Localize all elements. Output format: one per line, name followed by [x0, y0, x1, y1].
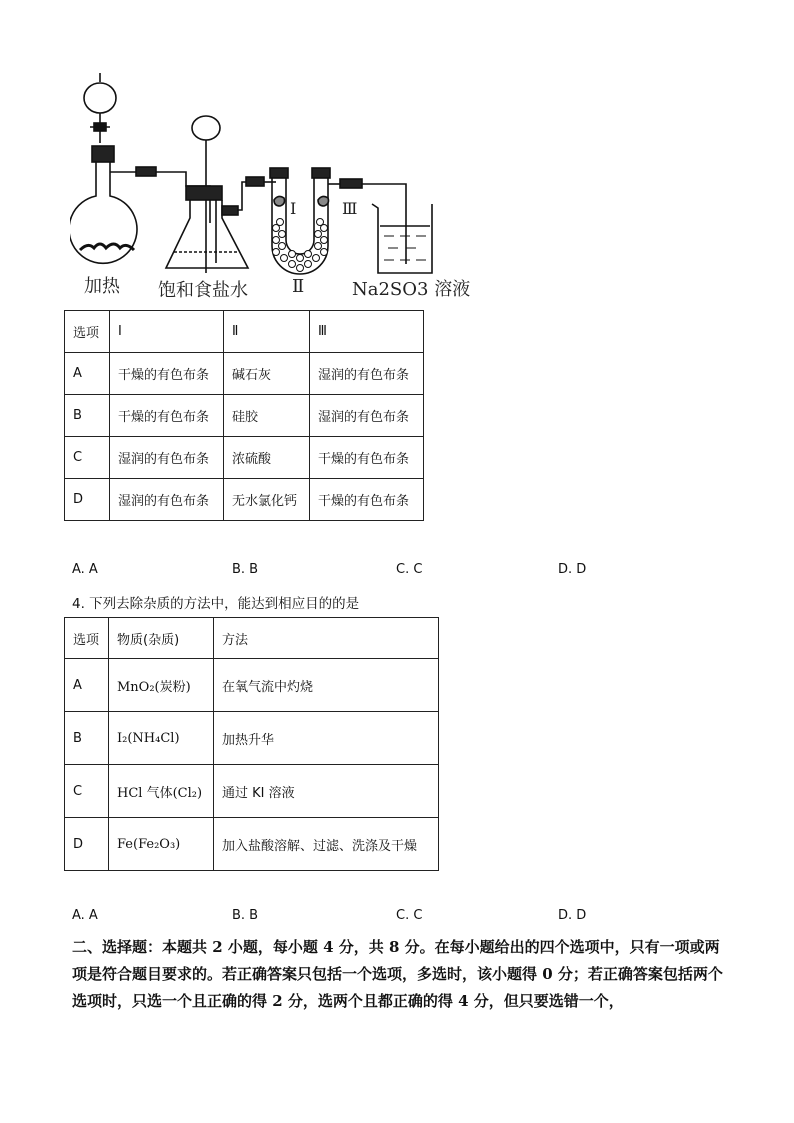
table-header-cell: 选项: [65, 618, 109, 659]
table-row: [65, 353, 424, 395]
apparatus-svg: [70, 68, 470, 300]
table-cell: 湿润的有色布条: [310, 353, 424, 395]
table-cell: A: [65, 353, 110, 395]
table-cell: Fe(Fe₂O₃): [109, 818, 214, 871]
table-cell: B: [65, 395, 110, 437]
apparatus-diagram: [70, 68, 470, 300]
question4-table: [64, 617, 439, 871]
label-heat: 加热: [84, 276, 120, 297]
table-cell: C: [65, 765, 109, 818]
table-cell: 干燥的有色布条: [110, 353, 224, 395]
table-cell: 加热升华: [214, 712, 439, 765]
label-I: Ⅰ: [290, 199, 297, 218]
table-row: [65, 659, 439, 712]
table-header-cell: Ⅰ: [110, 311, 224, 353]
table-row: [65, 818, 439, 871]
table-cell: 干燥的有色布条: [110, 395, 224, 437]
table-row: [65, 479, 424, 521]
table-header-row: [65, 311, 424, 353]
table-cell: 加入盐酸溶解、过滤、洗涤及干燥: [214, 818, 439, 871]
table-cell: HCl 气体(Cl₂): [109, 765, 214, 818]
label-solution: Na2SO3 溶液: [352, 279, 471, 300]
choice-d[interactable]: D. D: [558, 908, 587, 923]
table-cell: 在氧气流中灼烧: [214, 659, 439, 712]
table-cell: C: [65, 437, 110, 479]
table-cell: 碱石灰: [224, 353, 310, 395]
table-cell: D: [65, 818, 109, 871]
table-cell: A: [65, 659, 109, 712]
table-cell: 干燥的有色布条: [310, 437, 424, 479]
table-row: [65, 437, 424, 479]
choice-a[interactable]: A. A: [72, 908, 98, 923]
table-cell: 通过 KI 溶液: [214, 765, 439, 818]
choice-d[interactable]: D. D: [558, 562, 587, 577]
table-header-cell: 选项: [65, 311, 110, 353]
question3-table: [64, 310, 424, 521]
table-cell: 浓硫酸: [224, 437, 310, 479]
choice-c[interactable]: C. C: [396, 908, 423, 923]
table-row: [65, 765, 439, 818]
table-header-cell: 方法: [214, 618, 439, 659]
table-header-cell: Ⅱ: [224, 311, 310, 353]
label-II: Ⅱ: [292, 276, 305, 297]
table-cell: B: [65, 712, 109, 765]
table-header-row: [65, 618, 439, 659]
label-brine: 饱和食盐水: [158, 280, 248, 301]
table-header-cell: Ⅲ: [310, 311, 424, 353]
table-cell: 硅胶: [224, 395, 310, 437]
question4-text: 4. 下列去除杂质的方法中，能达到相应目的的是: [72, 596, 360, 612]
choice-b[interactable]: B. B: [232, 908, 259, 923]
table-cell: 湿润的有色布条: [110, 437, 224, 479]
table-row: [65, 712, 439, 765]
table-row: [65, 395, 424, 437]
table-cell: 湿润的有色布条: [110, 479, 224, 521]
table-cell: MnO₂(炭粉): [109, 659, 214, 712]
choice-a[interactable]: A. A: [72, 562, 98, 577]
choice-c[interactable]: C. C: [396, 562, 423, 577]
table-header-cell: 物质(杂质): [109, 618, 214, 659]
label-III: Ⅲ: [342, 199, 358, 218]
table-cell: 无水氯化钙: [224, 479, 310, 521]
table-cell: I₂(NH₄Cl): [109, 712, 214, 765]
table-cell: D: [65, 479, 110, 521]
section2-instructions: 二、选择题：本题共 2 小题，每小题 4 分，共 8 分。在每小题给出的四个选项中，只有一项或两项是符合题目要求的。若正确答案只包括一个选项，多选时，该小题得 0 分；若正确答案包括两个选项时，只选一个且正确的得 2 分，选两个且都正确的得 4 分，但只要选错一个，: [72, 938, 723, 1010]
choice-b[interactable]: B. B: [232, 562, 259, 577]
table-cell: 湿润的有色布条: [310, 395, 424, 437]
table-cell: 干燥的有色布条: [310, 479, 424, 521]
